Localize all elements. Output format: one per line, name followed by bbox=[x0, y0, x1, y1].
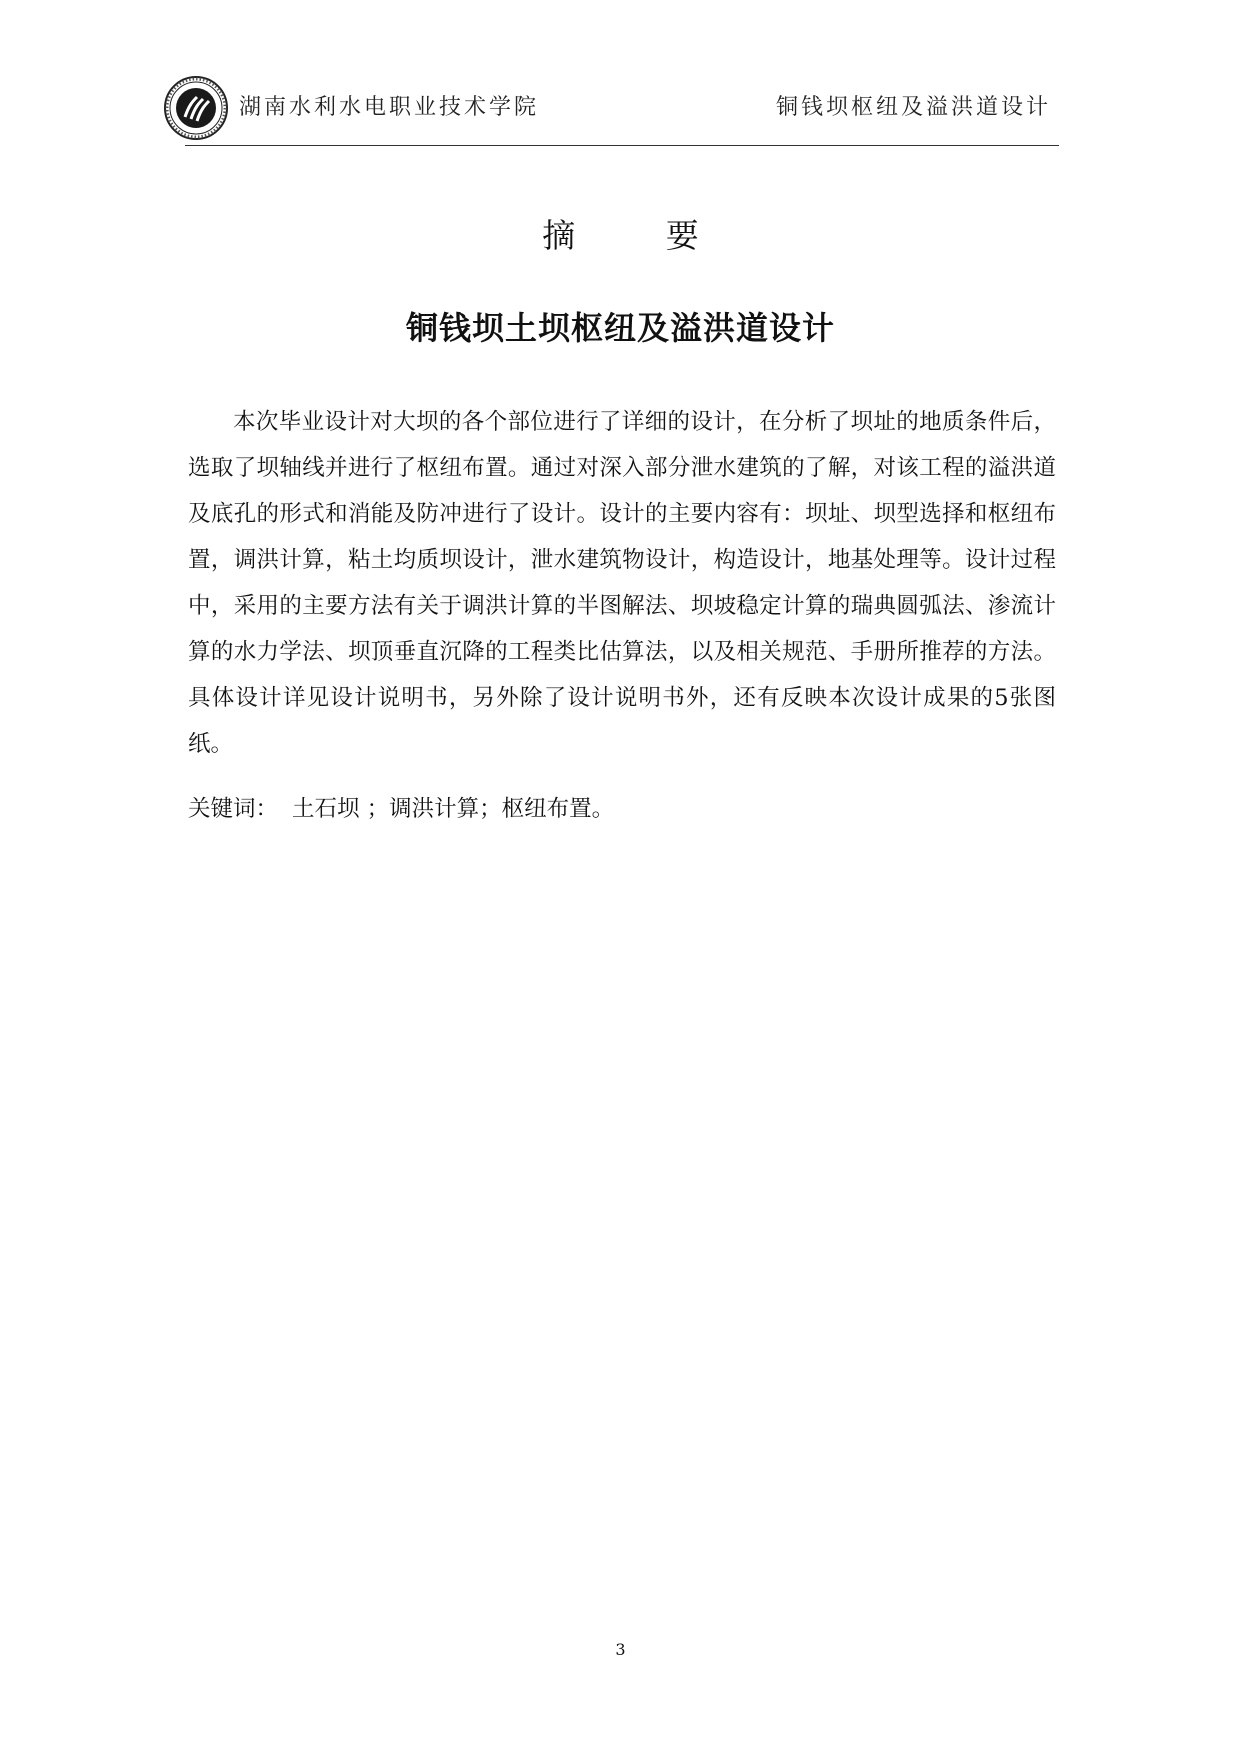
page-header bbox=[163, 70, 1059, 148]
document-title: 铜钱坝土坝枢纽及溢洪道设计 bbox=[405, 309, 835, 347]
running-title: 铜钱坝枢纽及溢洪道设计 bbox=[775, 95, 1051, 120]
abstract-heading: 摘 要 bbox=[542, 216, 739, 255]
abstract-body: 本次毕业设计对大坝的各个部位进行了详细的设计，在分析了坝址的地质条件后，选取了坝轴线并进行了枢纽布置。通过对深入部分泄水建筑的了解，对该工程的溢洪道及底孔的形式和消能及防冲进行了设计。设计的主要内容有：坝址、坝型选择和枢纽布置，调洪计算，粘土均质坝设计，泄水建筑物设计，构造设计，地基处理等。设计过程中，采用的主要方法有关于调洪计算的半图解法、坝坡稳定计算的瑞典圆弧法、渗流计算的水力学法、坝顶垂直沉降的工程类比估算法，以及相关规范、手册所推荐的方法。具体设计详见设计说明书，另外除了设计说明书外，还有反映本次设计成果的5张图纸。 bbox=[188, 409, 1056, 757]
keywords-line bbox=[188, 792, 614, 826]
school-emblem-icon bbox=[163, 75, 229, 141]
keywords-value: 土石坝 ；调洪计算；枢纽布置。 bbox=[292, 796, 615, 822]
page-number: 3 bbox=[615, 1640, 626, 1659]
keywords-label: 关键词： bbox=[188, 796, 279, 822]
header-divider bbox=[185, 145, 1059, 146]
institution-name: 湖南水利水电职业技术学院 bbox=[239, 95, 540, 120]
